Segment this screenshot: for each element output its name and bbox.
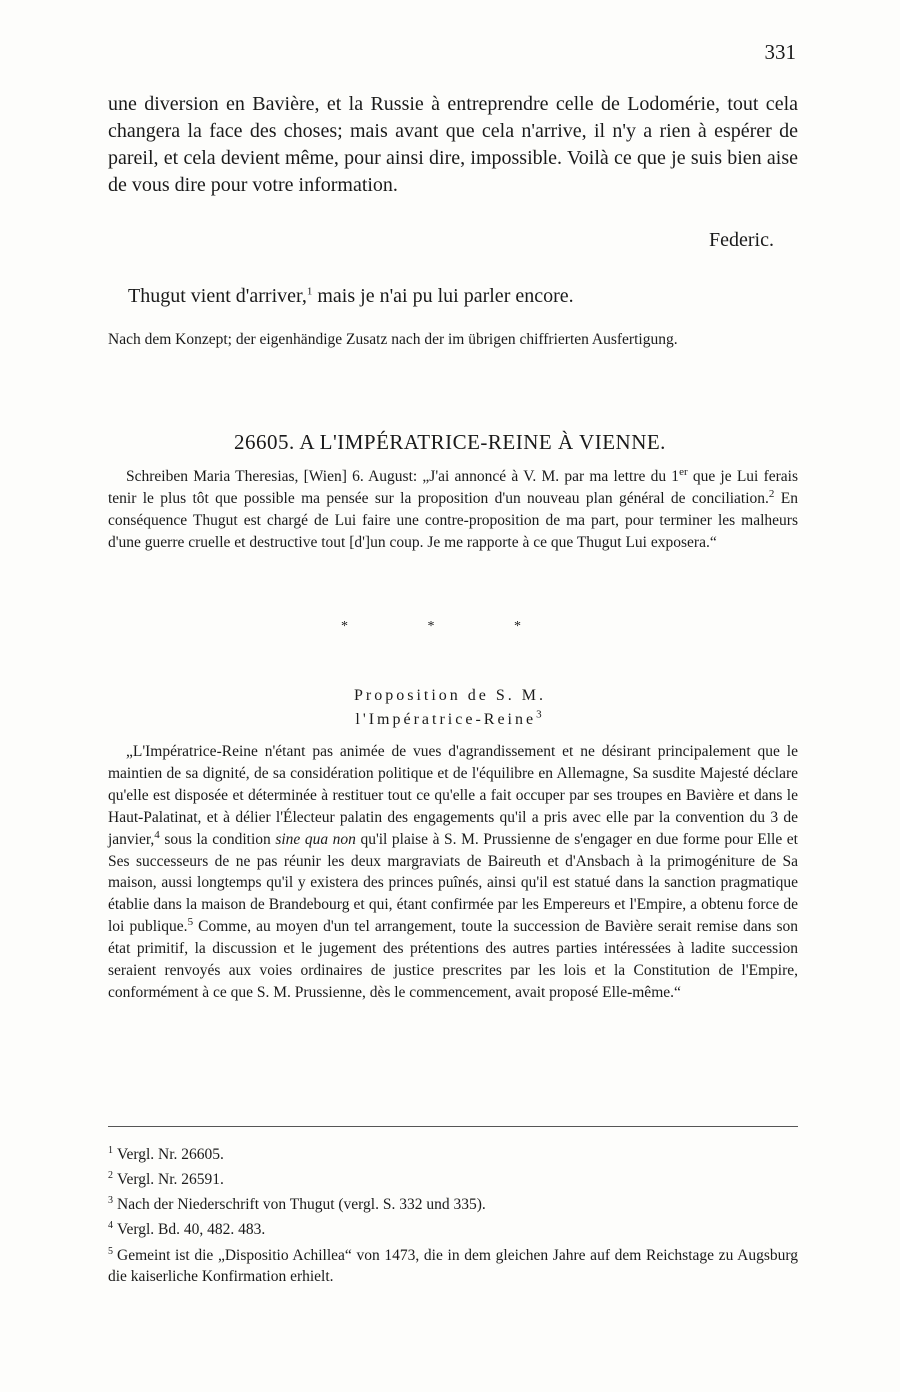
footnote-ref: 2 [768, 487, 775, 500]
footnote: $^1$ Vergl. Nr. 26605. [108, 1145, 224, 1164]
source-note: Nach dem Konzept; der eigenhändige Zusatz nach der im übrigen chiffrierten Ausfertigung. [108, 331, 678, 348]
footnote: $^3$ Nach der Niederschrift von Thugut (vergl. S. 332 und 335). [108, 1195, 486, 1214]
letter-title: 26605. A L'IMPÉRATRICE-REINE À VIENNE. [234, 430, 666, 454]
main-paragraph: une diversion en Bavière, et la Russie à entreprendre celle de Lodomérie, tout cela changera la face des choses; mais avant que cela n'arrive, il n'y a rien à espérer de pareil, et cela devient même, pour ainsi dire, impossible. Voilà ce que je suis bien aise de vous dire pour votre information. [108, 93, 798, 196]
footnotes [108, 1140, 798, 1287]
proposition-title: Proposition de S. M. l'Impératrice-Reine$^3$ [353, 687, 546, 728]
page-number: 331 [764, 40, 796, 64]
postscript: Thugut vient d'arriver,$^1$ mais je n'ai pu lui parler encore. [128, 285, 574, 307]
footnote: $^2$ Vergl. Nr. 26591. [108, 1170, 224, 1189]
footnote: $^4$ Vergl. Bd. 40, 482. 483. [108, 1220, 266, 1239]
section-separator: * * * [341, 619, 559, 634]
signature: Federic. [709, 229, 774, 251]
footnote-divider [108, 1126, 798, 1127]
letter-summary: Schreiben Maria Theresias, [Wien] 6. August: „J'ai annoncé à V. M. par ma lettre du 1er que je Lui ferais tenir le plus tôt que possible ma pensée sur la proposition d'un nouveau plan général de conciliation.$^2$ En conséquence Thugut est chargé de Lui faire une contre-proposition de ma part, pour terminer les malheurs d'une guerre cruelle et destructive tout [d']un coup. Je me rapporte à ce que Thugut Lui exposera.“ [108, 465, 798, 551]
footnote-ref: 1 [306, 285, 313, 298]
footnote-ref: 5 [187, 916, 194, 929]
footnote-ref: 4 [154, 828, 160, 841]
footnote: $^5$ Gemeint ist die „Dispositio Achillea“ von 1473, die in dem gleichen Jahre auf dem Reichstage zu Augsburg die kaiserliche Konfirmation erhielt. [108, 1245, 798, 1285]
footnote-ref: 3 [536, 708, 545, 721]
proposition-body: „L'Impératrice-Reine n'étant pas animée de vues d'agrandissement et ne désirant principalement que le maintien de sa dignité, de sa considération politique et de l'équilibre en Allemagne, Sa susdite Majesté déclare qu'elle est disposée et déterminée à restituer tout ce qu'elle a fait occuper par ses troupes en Bavière et dans le Haut-Palatinat, et à délier l'Électeur palatin des engagements qu'il a pris avec elle par la convention du 3 de janvier,$^4$ sous la condition sine qua non qu'il plaise à S. M. Prussienne de s'engager en due forme pour Elle et Ses successeurs de ne pas réunir les deux margraviats de Baireuth et d'Ansbach à la primogéniture de Sa maison, aussi longtemps qu'il y existera des princes puînés, ainsi qu'il est statué dans la sanction pragmatique établie dans la maison de Brandebourg et qui, étant confirmée par les Empereurs et l'Empire, a obtenu force de loi publique.$^5$ Comme, au moyen d'un tel arrangement, toute la succession de Bavière serait remise dans son état primitif, la discussion et le jugement des prétentions des autres parties intéressées à ladite succession seraient renvoyés aux voies ordinaires de justice prescrites par les lois et la Constitution de l'Empire, conformément à ce que S. M. Prussienne, dès le commencement, avait proposé Elle-même.“ [108, 743, 798, 1001]
